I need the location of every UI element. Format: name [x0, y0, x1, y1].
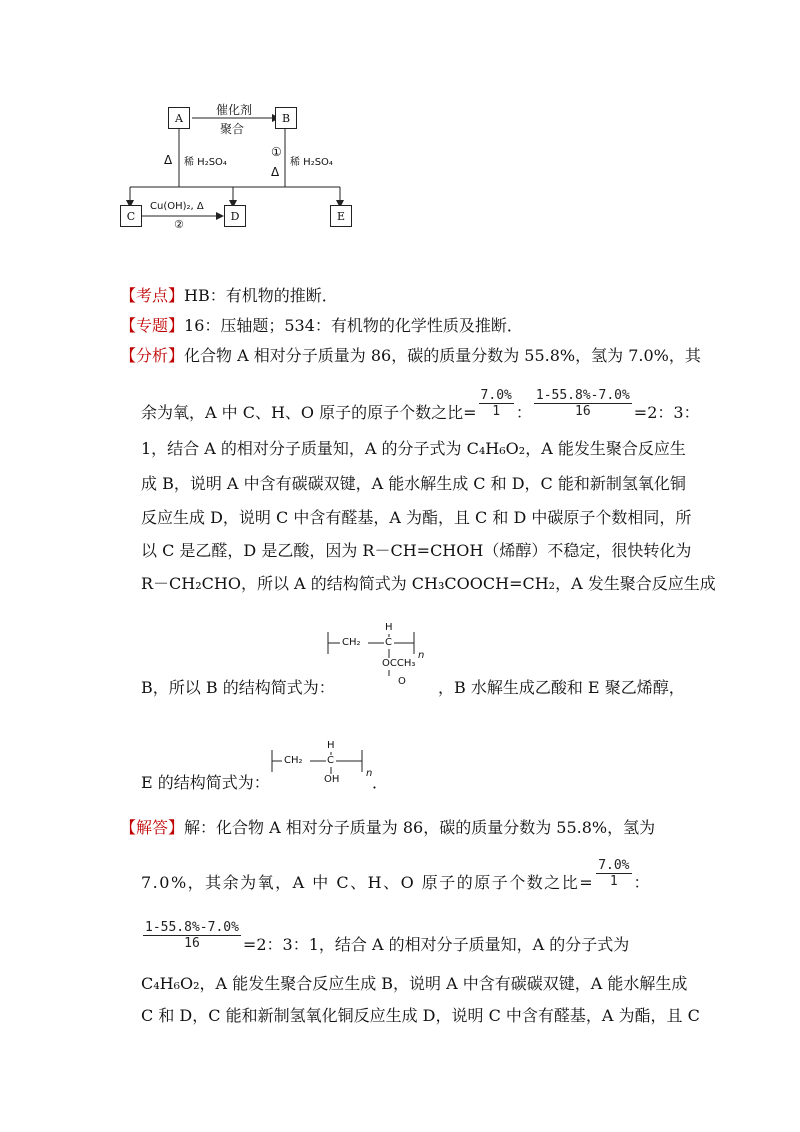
analysis-line-1: 化合物 A 相对分子质量为 86，碳的质量分数为 55.8%，氢为 7.0%，其 [184, 346, 701, 365]
structure-e-h: H [327, 740, 335, 751]
analysis-fraction-2 [534, 388, 632, 419]
analysis-fraction-1-den: 1 [492, 404, 501, 419]
edge-ad-delta: Δ [164, 153, 173, 167]
answer-line-2 [141, 858, 650, 899]
node-b: B [275, 107, 297, 129]
node-c: C [120, 205, 142, 227]
kaodian-line [120, 286, 338, 306]
answer-fraction-1-num: 7.0% [598, 858, 630, 873]
edge-bd-circle: ① [271, 145, 282, 159]
analysis-fraction-2-den: 16 [575, 404, 591, 419]
analysis-line-7: R－CH₂CHO，所以 A 的结构简式为 CH₃COOCH=CH₂，A 发生聚合反应生成 [141, 574, 716, 593]
analysis-line-8b: ，B 水解生成乙酸和 E 聚乙烯醇， [438, 678, 685, 697]
zhuanti-tag: 【专题】 [120, 316, 185, 335]
structure-b-h: H [385, 622, 393, 633]
answer-line-3b: =2：3：1，结合 A 的相对分子质量知，A 的分子式为 [242, 935, 630, 954]
node-a: A [168, 107, 190, 129]
analysis-colon: ： [515, 403, 532, 422]
jieda-tag: 【解答】 [120, 818, 185, 837]
structure-b-ch2: CH₂ [342, 637, 361, 648]
structure-e-c: C [327, 755, 334, 766]
answer-line-3 [141, 920, 630, 961]
reaction-diagram [120, 95, 380, 235]
edge-bd-delta: Δ [271, 165, 280, 179]
edge-ad-reagent: 稀 H₂SO₄ [184, 157, 227, 168]
analysis-line-9a: E 的结构简式为： [141, 773, 270, 792]
zhuanti-line [120, 316, 523, 336]
answer-colon: ： [633, 873, 650, 892]
edge-cd-circle: ② [174, 218, 184, 231]
structure-b [318, 622, 448, 690]
jieda-line-1 [120, 818, 655, 838]
structure-e-oh: OH [324, 774, 340, 785]
structure-b-c: C [385, 637, 392, 648]
analysis-line-4: 成 B，说明 A 中含有碳碳双键，A 能水解生成 C 和 D，C 能和新制氢氧化铜 [141, 474, 686, 493]
kaodian-text: HB：有机物的推断． [184, 286, 338, 305]
analysis-line-3: 1，结合 A 的相对分子质量知，A 的分子式为 C₄H₆O₂，A 能发生聚合反应生 [141, 439, 686, 458]
analysis-line-8a: B，所以 B 的结构简式为： [141, 678, 335, 697]
node-d: D [224, 205, 246, 227]
edge-bd-reagent: 稀 H₂SO₄ [290, 157, 333, 168]
answer-line-5: C 和 D，C 能和新制氢氧化铜反应生成 D，说明 C 中含有醛基，A 为酯，且 C [141, 1006, 700, 1025]
fenxi-line-1 [120, 346, 701, 366]
analysis-fraction-2-num: 1-55.8%-7.0% [535, 388, 630, 403]
analysis-line-5: 反应生成 D，说明 C 中含有醛基，A 为酯，且 C 和 D 中碳原子个数相同，所 [141, 508, 692, 527]
analysis-line-2 [141, 388, 700, 429]
answer-line-2a: 7.0%，其余为氧，A 中 C、H、O 原子的原子个数之比= [141, 873, 595, 892]
analysis-fraction-1-num: 7.0% [480, 388, 512, 403]
zhuanti-text: 16：压轴题；534：有机物的化学性质及推断． [184, 316, 523, 335]
answer-fraction-2 [143, 920, 241, 951]
edge-cd-reagent: Cu(OH)₂, Δ [150, 201, 204, 212]
edge-ab-top-label: 催化剂 [216, 103, 253, 117]
structure-b-o: O [398, 676, 406, 687]
structure-e [262, 742, 382, 792]
analysis-fraction-1 [479, 388, 514, 419]
analysis-line-6: 以 C 是乙醛，D 是乙酸，因为 R－CH=CHOH（烯醇）不稳定，很快转化为 [141, 541, 692, 560]
analysis-line-2a: 余为氧，A 中 C、H、O 原子的原子个数之比= [141, 403, 477, 422]
answer-line-1: 解：化合物 A 相对分子质量为 86，碳的质量分数为 55.8%，氢为 [184, 818, 656, 837]
structure-b-occh3: OCCH₃ [382, 658, 416, 669]
answer-fraction-2-num: 1-55.8%-7.0% [145, 920, 239, 935]
edge-ab-bottom-label: 聚合 [220, 122, 245, 136]
answer-fraction-2-den: 16 [184, 936, 200, 951]
fenxi-tag: 【分析】 [120, 346, 185, 365]
answer-line-4: C₄H₆O₂，A 能发生聚合反应生成 B，说明 A 中含有碳碳双键，A 能水解生成 [141, 974, 688, 993]
structure-e-n: n [366, 768, 373, 779]
structure-b-n: n [418, 650, 425, 661]
analysis-line-9b: ． [372, 773, 389, 792]
answer-fraction-1-den: 1 [609, 874, 618, 889]
structure-e-ch2: CH₂ [284, 755, 303, 766]
kaodian-tag: 【考点】 [120, 286, 185, 305]
analysis-line-2b: =2：3： [633, 403, 700, 422]
structure-b-bonds [318, 622, 448, 690]
structure-e-bonds [262, 742, 382, 792]
node-e: E [330, 205, 352, 227]
answer-fraction-1 [596, 858, 631, 889]
